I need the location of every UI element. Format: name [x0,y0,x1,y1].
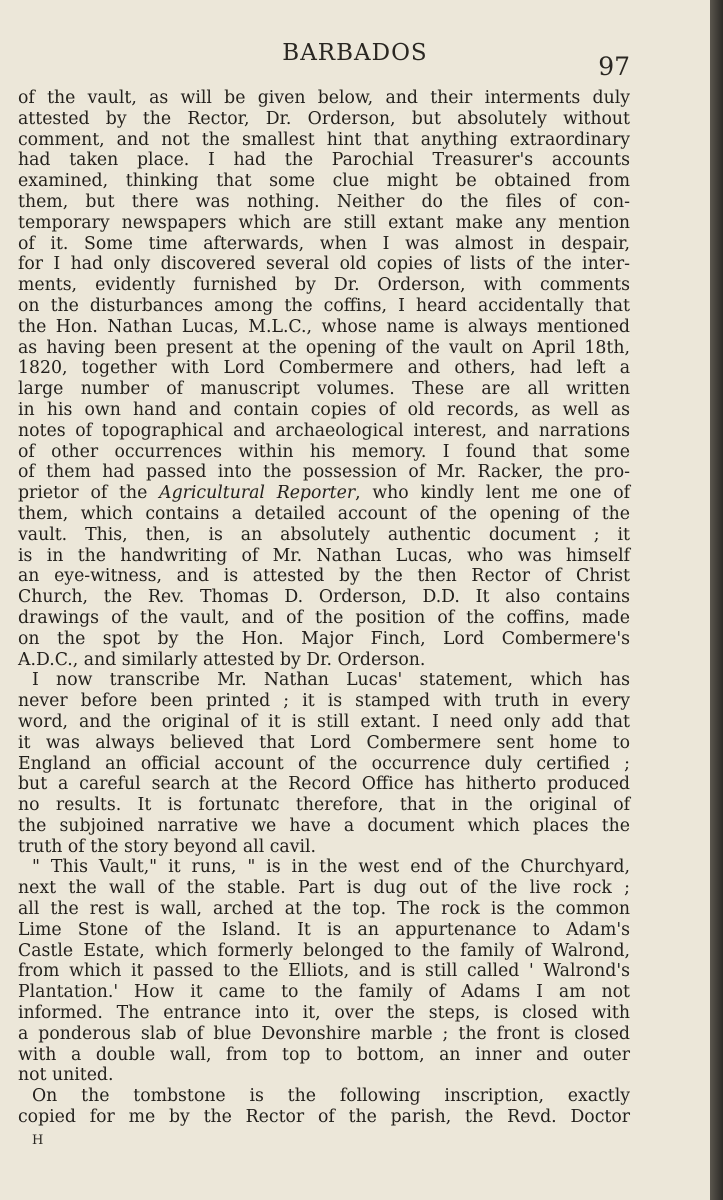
text-line: vault. This, then, is an absolutely authentic document ; it [18,524,630,545]
text-line: the Hon. Nathan Lucas, M.L.C., whose name is always mentioned [18,316,630,337]
text-line: never before been printed ; it is stamped with truth in every [18,691,630,712]
text-line-with-italic [18,483,630,504]
text-line: all the rest is wall, arched at the top. The rock is the common [18,899,630,920]
text-line: not united. [18,1065,114,1086]
text-line: 1820, together with Lord Combermere and others, had left a [18,358,630,379]
text-line: for I had only discovered several old copies of lists of the inter- [18,254,630,275]
text-line: I now transcribe Mr. Nathan Lucas' statement, which has [32,670,630,691]
text-line: " This Vault," it runs, " is in the west end of the Churchyard, [32,857,630,878]
text-line: Castle Estate, which formerly belonged to the family of Walrond, [18,940,630,961]
text-line: Lime Stone of the Island. It is an appurtenance to Adam's [18,919,630,940]
text-line: On the tombstone is the following inscription, exactly [32,1086,630,1107]
text-line: attested by the Rector, Dr. Orderson, but absolutely without [18,108,630,129]
text-line: next the wall of the stable. Part is dug out of the live rock ; [18,878,630,899]
text-line: is in the handwriting of Mr. Nathan Lucas, who was himself [18,545,630,566]
text-line: in his own hand and contain copies of old records, as well as [18,399,630,420]
body-text [18,88,630,1128]
text-line: ments, evidently furnished by Dr. Orderson, with comments [18,275,630,296]
text-line: word, and the original of it is still extant. I need only add that [18,711,630,732]
text-line: a ponderous slab of blue Devonshire marble ; the front is closed [18,1023,630,1044]
text-line: copied for me by the Rector of the parish, the Revd. Doctor [18,1107,630,1128]
text-line: them, but there was nothing. Neither do the files of con- [18,191,630,212]
text-line: with a double wall, from top to bottom, an inner and outer [18,1044,630,1065]
text-line: England an official account of the occurrence duly certified ; [18,753,630,774]
text-line: large number of manuscript volumes. These are all written [18,379,630,400]
text-line: no results. It is fortunatc therefore, that in the original of [18,795,630,816]
text-line: Church, the Rev. Thomas D. Orderson, D.D. It also contains [18,587,630,608]
text-line: truth of the story beyond all cavil. [18,836,317,857]
text-line: them, which contains a detailed account of the opening of the [18,503,630,524]
text-segment: , who kindly lent me one of [355,483,630,504]
text-line: as having been present at the opening of the vault on April 18th, [18,337,630,358]
text-line: examined, thinking that some clue might be obtained from [18,171,630,192]
text-line: on the spot by the Hon. Major Finch, Lord Combermere's [18,628,630,649]
text-segment: prietor of the [18,483,160,504]
text-line: it was always believed that Lord Combermere sent home to [18,732,630,753]
text-line: Plantation.' How it came to the family of Adams I am not [18,982,630,1003]
text-line: of them had passed into the possession of Mr. Racker, the pro- [18,462,630,483]
text-line: on the disturbances among the coffins, I heard accidentally that [18,295,630,316]
signature-mark: H [32,1133,44,1148]
text-line: of it. Some time afterwards, when I was almost in despair, [18,233,630,254]
text-line: an eye-witness, and is attested by the then Rector of Christ [18,566,630,587]
text-line: but a careful search at the Record Office has hitherto produced [18,774,630,795]
text-line: of the vault, as will be given below, and their interments duly [18,88,630,108]
text-line: A.D.C., and similarly attested by Dr. Orderson. [18,649,426,670]
text-line: notes of topographical and archaeological interest, and narrations [18,420,630,441]
text-line: drawings of the vault, and of the position of the coffins, made [18,607,630,628]
text-line: temporary newspapers which are still extant make any mention [18,212,630,233]
text-line: had taken place. I had the Parochial Treasurer's accounts [18,150,630,171]
page-number: 97 [598,52,630,81]
text-line: comment, and not the smallest hint that anything extraordinary [18,129,630,150]
periodical-title: Agricultural Reporter [159,483,356,504]
text-line: from which it passed to the Elliots, and is still called ' Walrond's [18,961,630,982]
running-title: BARBADOS [282,40,428,66]
text-line: informed. The entrance into it, over the steps, is closed with [18,1003,630,1024]
text-line: of other occurrences within his memory. I found that some [18,441,630,462]
page-edge-shadow [710,0,723,1200]
text-line: the subjoined narrative we have a document which places the [18,815,630,836]
